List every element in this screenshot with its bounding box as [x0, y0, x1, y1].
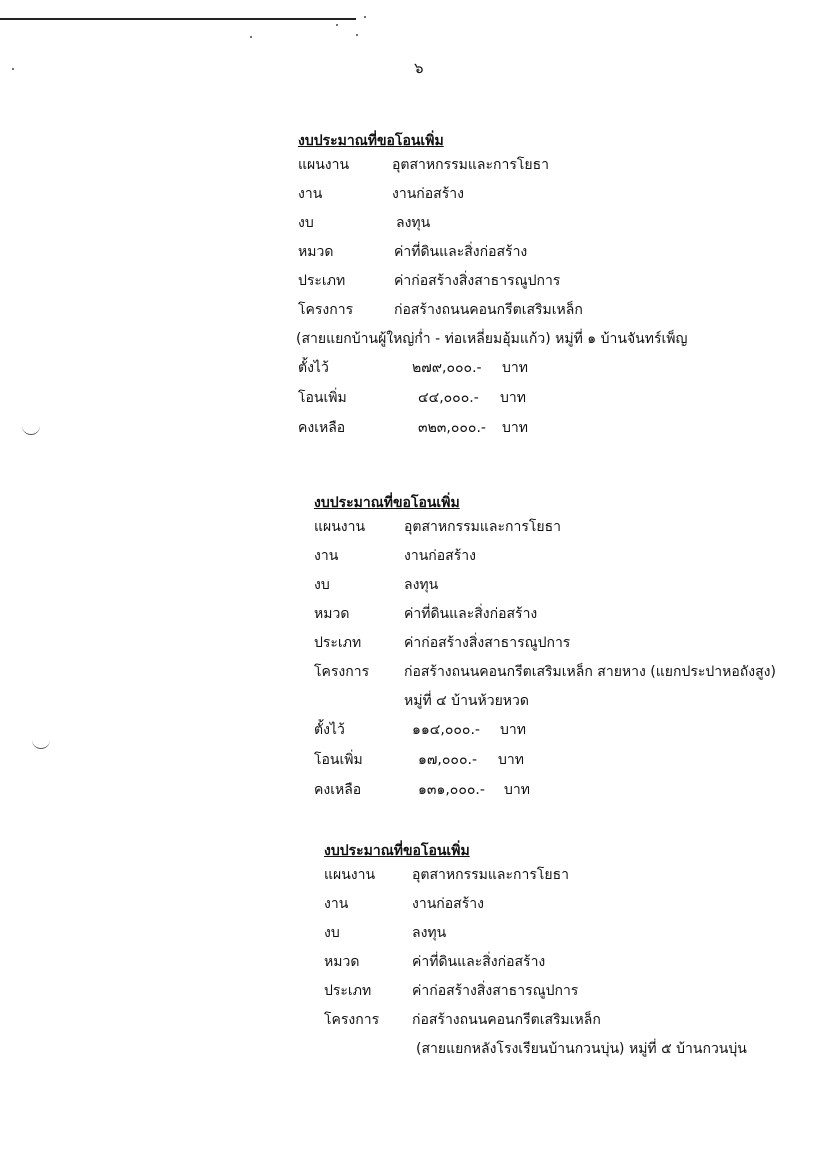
project-continuation: (สายแยกหลังโรงเรียนบ้านกวนบุ่น) หมู่ที่ ๕ บ้านกวนบุ่น	[416, 1041, 747, 1057]
amount-row-remaining	[314, 779, 530, 809]
amount-row-transfer-in	[298, 387, 526, 417]
field-value: ค่าที่ดินและสิ่งก่อสร้าง	[394, 244, 528, 260]
amount-unit: บาท	[500, 390, 526, 406]
field-row-project	[298, 299, 583, 328]
field-label: งบ	[324, 925, 340, 941]
field-label: แผนงาน	[298, 157, 350, 173]
field-row-type	[298, 270, 561, 299]
field-label: โครงการ	[298, 302, 354, 318]
field-row-work	[324, 893, 484, 922]
scan-speck	[356, 34, 358, 36]
page-number: ๖	[414, 59, 424, 77]
field-label: ประเภท	[324, 983, 372, 999]
field-row-work	[314, 545, 476, 574]
field-value: อุตสาหกรรมและการโยธา	[404, 519, 561, 535]
field-row-category	[298, 241, 528, 270]
field-label: โครงการ	[314, 664, 370, 680]
amount-value: ๑๑๔,๐๐๐.-	[412, 722, 480, 738]
field-value: งานก่อสร้าง	[412, 896, 484, 912]
field-row-budget	[324, 922, 470, 951]
section-heading: งบประมาณที่ขอโอนเพิ่ม	[324, 843, 470, 859]
amount-value: ๓๒๓,๐๐๐.-	[418, 420, 486, 436]
field-label: ประเภท	[314, 635, 362, 651]
field-value: ลงทุน	[396, 215, 431, 231]
field-value: งานก่อสร้าง	[392, 186, 464, 202]
field-label: หมวด	[314, 606, 350, 622]
project-continuation-row	[314, 690, 529, 719]
field-row-category	[324, 951, 546, 980]
budget-transfer-section-2	[314, 492, 776, 809]
field-label: แผนงาน	[314, 519, 366, 535]
field-value: ก่อสร้างถนนคอนกรีตเสริมเหล็ก สายหาง (แยกประปาหอถังสูง)	[404, 664, 776, 680]
field-row-work	[298, 183, 464, 212]
field-row-project	[314, 661, 776, 690]
field-value: ลงทุน	[404, 577, 439, 593]
field-label: งาน	[298, 186, 323, 202]
section-heading: งบประมาณที่ขอโอนเพิ่ม	[298, 133, 444, 149]
field-label: หมวด	[324, 954, 360, 970]
amount-unit: บาท	[498, 752, 524, 768]
field-label: แผนงาน	[324, 867, 376, 883]
scan-speck	[250, 36, 252, 38]
field-row-budget	[298, 212, 444, 241]
field-value: ค่าที่ดินและสิ่งก่อสร้าง	[404, 606, 538, 622]
field-label: โครงการ	[324, 1012, 380, 1028]
amount-unit: บาท	[502, 420, 528, 436]
field-label: งบ	[298, 215, 314, 231]
field-row-plan	[324, 864, 569, 893]
field-row-type	[324, 980, 579, 1009]
amount-row-transfer-in	[314, 749, 524, 779]
field-value: ลงทุน	[412, 925, 447, 941]
amount-unit: บาท	[502, 360, 528, 376]
field-row-project	[324, 1009, 601, 1038]
field-row-type	[314, 632, 571, 661]
field-value: ค่าก่อสร้างสิ่งสาธารณูปการ	[394, 273, 561, 289]
project-continuation: (สายแยกบ้านผู้ใหญ่ก่ำ - ท่อเหลี่ยมอุ้มแก้ว) หมู่ที่ ๑ บ้านจันทร์เพ็ญ	[296, 331, 688, 347]
field-row-category	[314, 603, 538, 632]
project-continuation-row	[324, 1038, 747, 1067]
amount-row-allocated	[298, 357, 528, 387]
amount-unit: บาท	[500, 722, 526, 738]
amount-row-remaining	[298, 417, 528, 447]
section-heading: งบประมาณที่ขอโอนเพิ่ม	[314, 495, 460, 511]
field-value: ค่าก่อสร้างสิ่งสาธารณูปการ	[412, 983, 579, 999]
field-value: ค่าที่ดินและสิ่งก่อสร้าง	[412, 954, 546, 970]
amount-label: โอนเพิ่ม	[298, 390, 347, 406]
field-value: อุตสาหกรรมและการโยธา	[392, 157, 549, 173]
scan-speck	[336, 24, 338, 26]
scan-speck	[12, 68, 14, 70]
amount-label: คงเหลือ	[314, 782, 362, 798]
field-label: งาน	[324, 896, 349, 912]
field-label: งาน	[314, 548, 339, 564]
amount-value: ๒๗๙,๐๐๐.-	[412, 360, 482, 376]
margin-mark	[22, 426, 40, 435]
margin-mark	[32, 740, 50, 749]
field-value: งานก่อสร้าง	[404, 548, 476, 564]
amount-unit: บาท	[504, 782, 530, 798]
scan-speck	[364, 16, 366, 18]
field-value: ก่อสร้างถนนคอนกรีตเสริมเหล็ก	[394, 302, 583, 318]
field-label: หมวด	[298, 244, 334, 260]
amount-label: โอนเพิ่ม	[314, 752, 363, 768]
amount-value: ๑๓๑,๐๐๐.-	[418, 782, 485, 798]
budget-transfer-section-3	[324, 840, 747, 1067]
field-label: ประเภท	[298, 273, 346, 289]
amount-value: ๑๗,๐๐๐.-	[418, 752, 478, 768]
amount-row-allocated	[314, 719, 526, 749]
field-value: อุตสาหกรรมและการโยธา	[412, 867, 569, 883]
amount-value: ๔๔,๐๐๐.-	[418, 390, 479, 406]
project-continuation-row	[296, 328, 688, 357]
field-label: งบ	[314, 577, 330, 593]
field-row-budget	[314, 574, 460, 603]
budget-transfer-section-1	[296, 130, 688, 447]
field-row-plan	[314, 516, 561, 545]
field-value: ค่าก่อสร้างสิ่งสาธารณูปการ	[404, 635, 571, 651]
amount-label: ตั้งไว้	[298, 360, 329, 376]
field-row-plan	[298, 154, 549, 183]
field-value: ก่อสร้างถนนคอนกรีตเสริมเหล็ก	[412, 1012, 601, 1028]
project-continuation: หมู่ที่ ๔ บ้านห้วยหวด	[404, 693, 529, 709]
scan-edge-line	[0, 18, 356, 20]
amount-label: คงเหลือ	[298, 420, 346, 436]
amount-label: ตั้งไว้	[314, 722, 345, 738]
